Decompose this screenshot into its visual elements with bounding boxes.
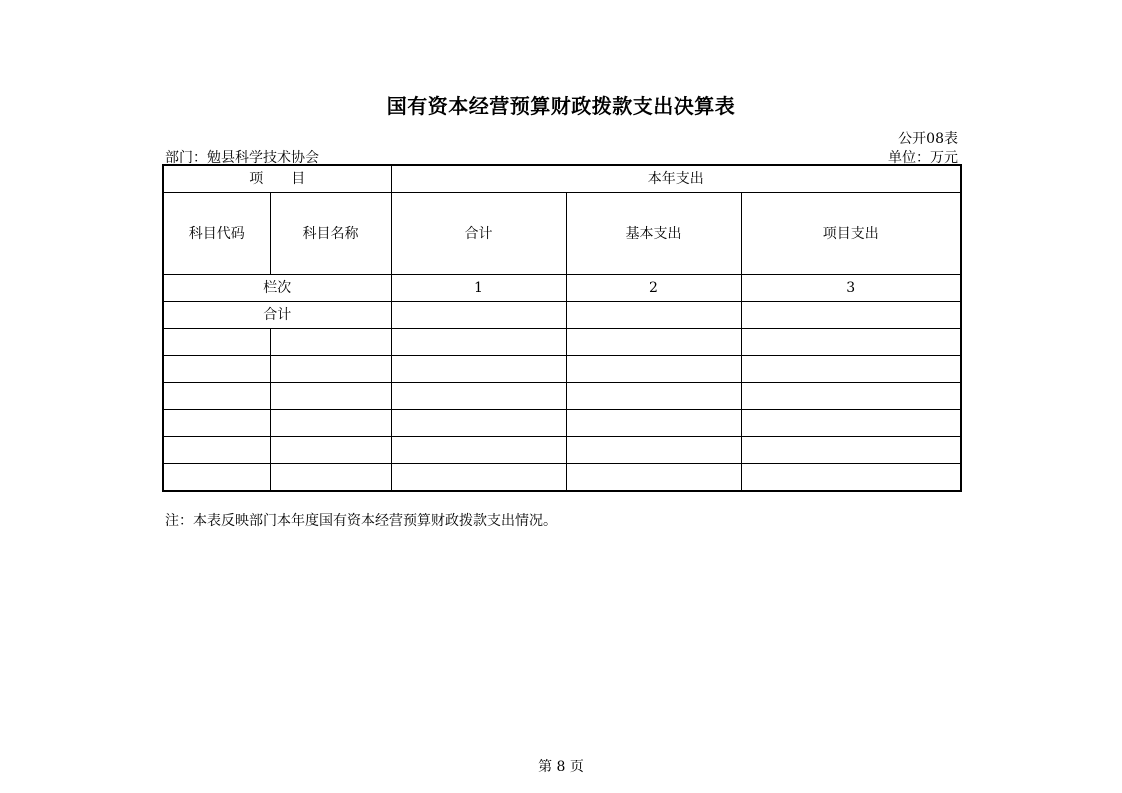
- table-cell: [391, 383, 566, 410]
- total-row-total-cell: [391, 302, 566, 329]
- table-cell: [391, 437, 566, 464]
- table-cell: [566, 410, 741, 437]
- table-cell: [163, 356, 270, 383]
- table-cell: [163, 329, 270, 356]
- form-number: 公开08表: [898, 131, 958, 147]
- table-cell: [270, 464, 391, 492]
- table-cell: [391, 410, 566, 437]
- column-order-row: [163, 275, 961, 302]
- table-cell: [391, 464, 566, 492]
- table-cell: [741, 329, 961, 356]
- table-row: [163, 329, 961, 356]
- table-cell: [566, 356, 741, 383]
- table-row: [163, 383, 961, 410]
- column-order-total: 1: [391, 275, 566, 302]
- table-cell: [566, 464, 741, 492]
- column-header-project: 项目支出: [741, 193, 961, 275]
- table-cell: [741, 356, 961, 383]
- table-cell: [566, 383, 741, 410]
- header-item: 项 目: [163, 165, 391, 193]
- table-note: 注：本表反映部门本年度国有资本经营预算财政拨款支出情况。: [165, 513, 557, 529]
- total-row-label: 合计: [163, 302, 391, 329]
- page-number: 第 8 页: [538, 759, 584, 775]
- table-cell: [163, 410, 270, 437]
- column-header-code: 科目代码: [163, 193, 270, 275]
- table-cell: [270, 383, 391, 410]
- header-current-year: 本年支出: [391, 165, 961, 193]
- column-header-basic: 基本支出: [566, 193, 741, 275]
- table-cell: [391, 329, 566, 356]
- table-cell: [270, 329, 391, 356]
- column-order-basic: 2: [566, 275, 741, 302]
- table-cell: [741, 410, 961, 437]
- column-header-total: 合计: [391, 193, 566, 275]
- unit-label: 单位：万元: [888, 150, 958, 166]
- table-cell: [741, 437, 961, 464]
- table-subheader-row: [163, 193, 961, 275]
- total-row: [163, 302, 961, 329]
- table-cell: [270, 437, 391, 464]
- table-row: [163, 356, 961, 383]
- table-cell: [270, 410, 391, 437]
- table-cell: [391, 356, 566, 383]
- table-cell: [163, 437, 270, 464]
- table-header-row: [163, 165, 961, 193]
- document-title: 国有资本经营预算财政拨款支出决算表: [386, 94, 736, 118]
- table-row: [163, 437, 961, 464]
- column-header-name: 科目名称: [270, 193, 391, 275]
- table-cell: [741, 383, 961, 410]
- table-cell: [270, 356, 391, 383]
- table-row: [163, 464, 961, 492]
- expenditure-table: [162, 164, 962, 492]
- table-cell: [741, 464, 961, 492]
- total-row-project-cell: [741, 302, 961, 329]
- column-order-label: 栏次: [163, 275, 391, 302]
- table-row: [163, 410, 961, 437]
- total-row-basic-cell: [566, 302, 741, 329]
- column-order-project: 3: [741, 275, 961, 302]
- table-cell: [566, 437, 741, 464]
- table-cell: [163, 383, 270, 410]
- department-label: 部门：勉县科学技术协会: [165, 150, 319, 166]
- table-cell: [566, 329, 741, 356]
- table-cell: [163, 464, 270, 492]
